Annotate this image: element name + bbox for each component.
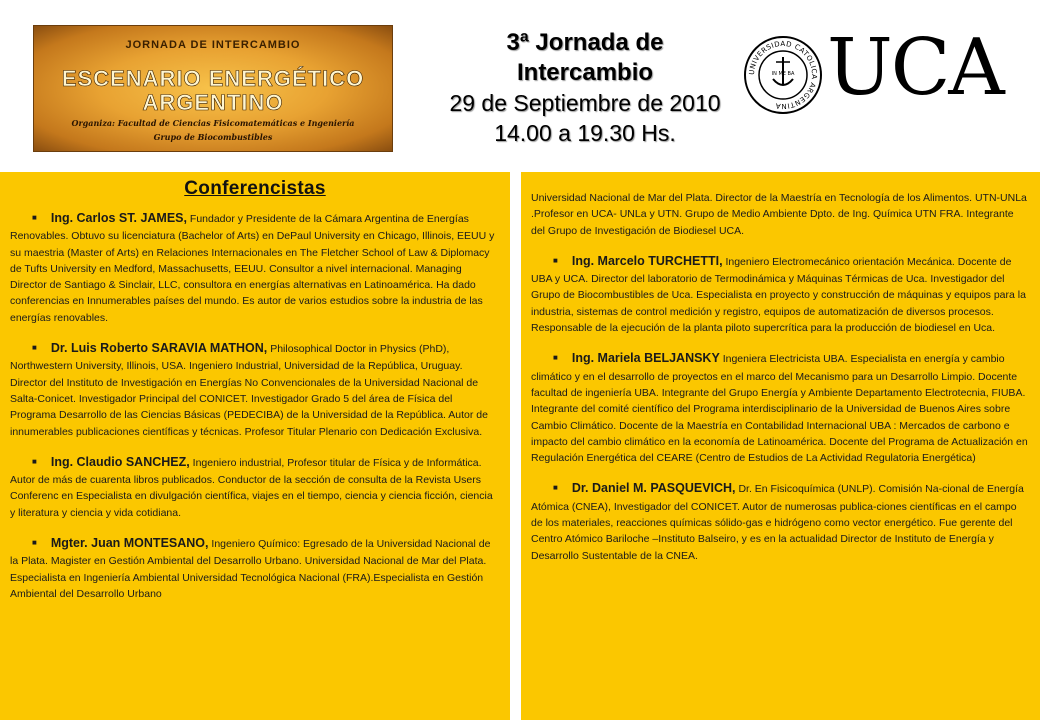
speaker-bio: Ingeniero Químico: Egresado de la Universidad Nacional de la Plata. Magister en Gestión Ambiental del Desarrollo Urbano. Universidad Nacional de Mar del Plata. Especialista en Ingeniería Ambiental Universidad Tecnológica Nacional (FRA).Especialista en Gestión Ambiental del Desarrollo Urbano — [10, 538, 491, 600]
speaker-bio: Ingeniera Electricista UBA. Especialista en energía y cambio climático y en el desarrollo de proyectos en el marco del Mecanismo para un Desarrollo Limpio. Docente facultad de ingeniería UBA. Integrante del Grupo Energía y Ambiente Departamento Electrotecnia, FIUBA. Integrante del comité científico del Programa interdisciplinario de la Universidad de Buenos Aires sobre Cambio Climático. Docente de la Maestría en Contabilidad Internacional UBA : Mercados de carbono e impacto del cambio climático en la economía de Latinoamérica. Docente del Programa de Actualización en Regulación Energética del CEARE (Centro de Estudios de La Actividad Regulatoria Energética) — [531, 353, 1028, 465]
speaker-bio: Philosophical Doctor in Physics (PhD), Northwestern University, Illinois, USA. Ingeniero Industrial, Universidad de la República, Uruguay. Director del Instituto de Investigación en Energías No Convencionales de la Universidad Nacional de Salta-Conicet. Investigador Principal del CONICET. Investigador Grado 5 del área de Física del Programa Desarrollo de las Ciencias Básicas (PEDECIBA) de la Universidad de la República. Autor de innumerables publicaciones científicas y técnicas. Profesor Titular Plenario con Dedicación Exclusiva. — [10, 343, 488, 438]
speaker-entry — [531, 350, 1030, 466]
speaker-name: Ing. Carlos ST. JAMES, — [50, 211, 187, 225]
event-time: 14.00 a 19.30 Hs. — [494, 120, 676, 146]
uca-seal-icon — [743, 35, 823, 115]
title-line1: 3ª Jornada de — [506, 29, 664, 56]
logo-line2: ARGENTINO — [142, 90, 284, 115]
header — [0, 0, 1040, 170]
speaker-name: Dr. Daniel M. PASQUEVICH, — [571, 481, 736, 496]
square-bullet-icon: ■ — [553, 483, 558, 493]
speaker-name: Dr. Luis Roberto SARAVIA MATHON, — [50, 341, 268, 356]
bio-continuation: Universidad Nacional de Mar del Plata. Director de la Maestría en Tecnología de los Alimentos. UTN-UNLa .Profesor en UCA- UNLa y UTN. Grupo de Medio Ambiente Dpto. de Ing. Química UTN FRA. Integrante del Grupo de Investigación de Biodiesel UCA. — [531, 192, 1027, 237]
speaker-bio: Ingeniero Electromecánico orientación Mecánica. Docente de UBA y UCA. Director del laboratorio de Termodinámica y Máquinas Térmicas de Uca. Investigador del Grupo de Biocombustibles de Uca. Especialista en proyecto y construcción de máquinas y equipos para la industria, sistemas de control medición y registro, equipos de automatización de diversos procesos. Responsable de la ejecución de la planta piloto supercrítica para la producción de biodiesel en Uca. — [531, 255, 1026, 335]
speaker-entry — [10, 210, 500, 326]
speaker-name: Ing. Marcelo TURCHETTI, — [571, 253, 723, 268]
speaker-entry — [10, 535, 500, 602]
column-divider — [510, 172, 521, 720]
right-panel — [521, 172, 1040, 720]
speaker-entry — [10, 454, 500, 521]
svg-text:UNIVERSIDAD CATOLICA ARGENTINA: UNIVERSIDAD CATOLICA ARGENTINA — [747, 39, 819, 111]
square-bullet-icon: ■ — [553, 255, 558, 265]
speaker-bio: Ingeniero industrial, Profesor titular de Física y de Informática. Autor de más de cuarenta libros publicados. Conductor de la sección de consulta de la Revista Users Conferenc en Especialista en divulgación científica, viajes en el tiempo, ciencia y ciencia ficción, ciencia y literatura y ciencia y vida cotidiana. — [10, 456, 493, 519]
square-bullet-icon: ■ — [32, 538, 37, 548]
speaker-bio: Dr. En Fisicoquímica (UNLP). Comisión Na-cional de Energía Atómica (CNEA), Investigador del CONICET. Autor de numerosas publica-ciones científicas en el campo de los materiales, reacciones químicas sólido-gas e hidrógeno como vector energético. Fue gerente del Centro Atómico Bariloche –Instituto Balseiro, y es en la actualidad Director de Instituto de Energía y Desarrollo Sustentable de la CNEA. — [531, 483, 1024, 562]
event-title-block — [420, 28, 750, 148]
square-bullet-icon: ■ — [32, 343, 37, 353]
title-line2: Intercambio — [516, 59, 654, 86]
speaker-entry — [531, 480, 1030, 563]
uca-logo-text: UCA — [827, 23, 1003, 113]
logo-group-line: Grupo de Biocombustibles — [153, 132, 273, 142]
speaker-name: Ing. Mariela BELJANSKY — [571, 351, 720, 366]
speaker-entry — [10, 340, 500, 440]
logo-top-line: JORNADA DE INTERCAMBIO — [125, 39, 301, 51]
logo-line1: ESCENARIO ENERGÉTICO — [61, 66, 365, 91]
square-bullet-icon: ■ — [32, 213, 37, 222]
event-logo — [33, 25, 393, 152]
square-bullet-icon: ■ — [32, 456, 37, 466]
speaker-bio: Fundador y Presidente de la Cámara Argentina de Energías Renovables. Obtuvo su licenciatura (Bachelor of Arts) en DePaul University en Chicago, Illinois, EEUU y su maestria (Master of Arts) en Relaciones Internacionales en The Fletcher School of Law & Diplomacy de Tufts University en Medford, Massachusetts, EEUU. Consultor a nivel internacional. Managing Director de Santiago & Sinclair, LLC, consultora en energías alternativas en Latinoamérica. Ha dado conferencias en Innumerables países del mundo. Es autor de varios estudios sobre la industria de las energías renovables. — [10, 213, 495, 324]
logo-org-line: Organiza: Facultad de Ciencias Fisicomatemáticas e Ingeniería — [71, 118, 355, 128]
event-date: 29 de Septiembre de 2010 — [449, 90, 721, 116]
speaker-entry — [531, 253, 1030, 336]
section-title: Conferencistas — [184, 178, 326, 199]
svg-text:IN ME BA: IN ME BA — [771, 71, 795, 77]
speaker-name: Mgter. Juan MONTESANO, — [50, 536, 209, 551]
speaker-name: Ing. Claudio SANCHEZ, — [50, 454, 190, 469]
left-panel — [0, 172, 510, 720]
square-bullet-icon: ■ — [553, 353, 558, 363]
